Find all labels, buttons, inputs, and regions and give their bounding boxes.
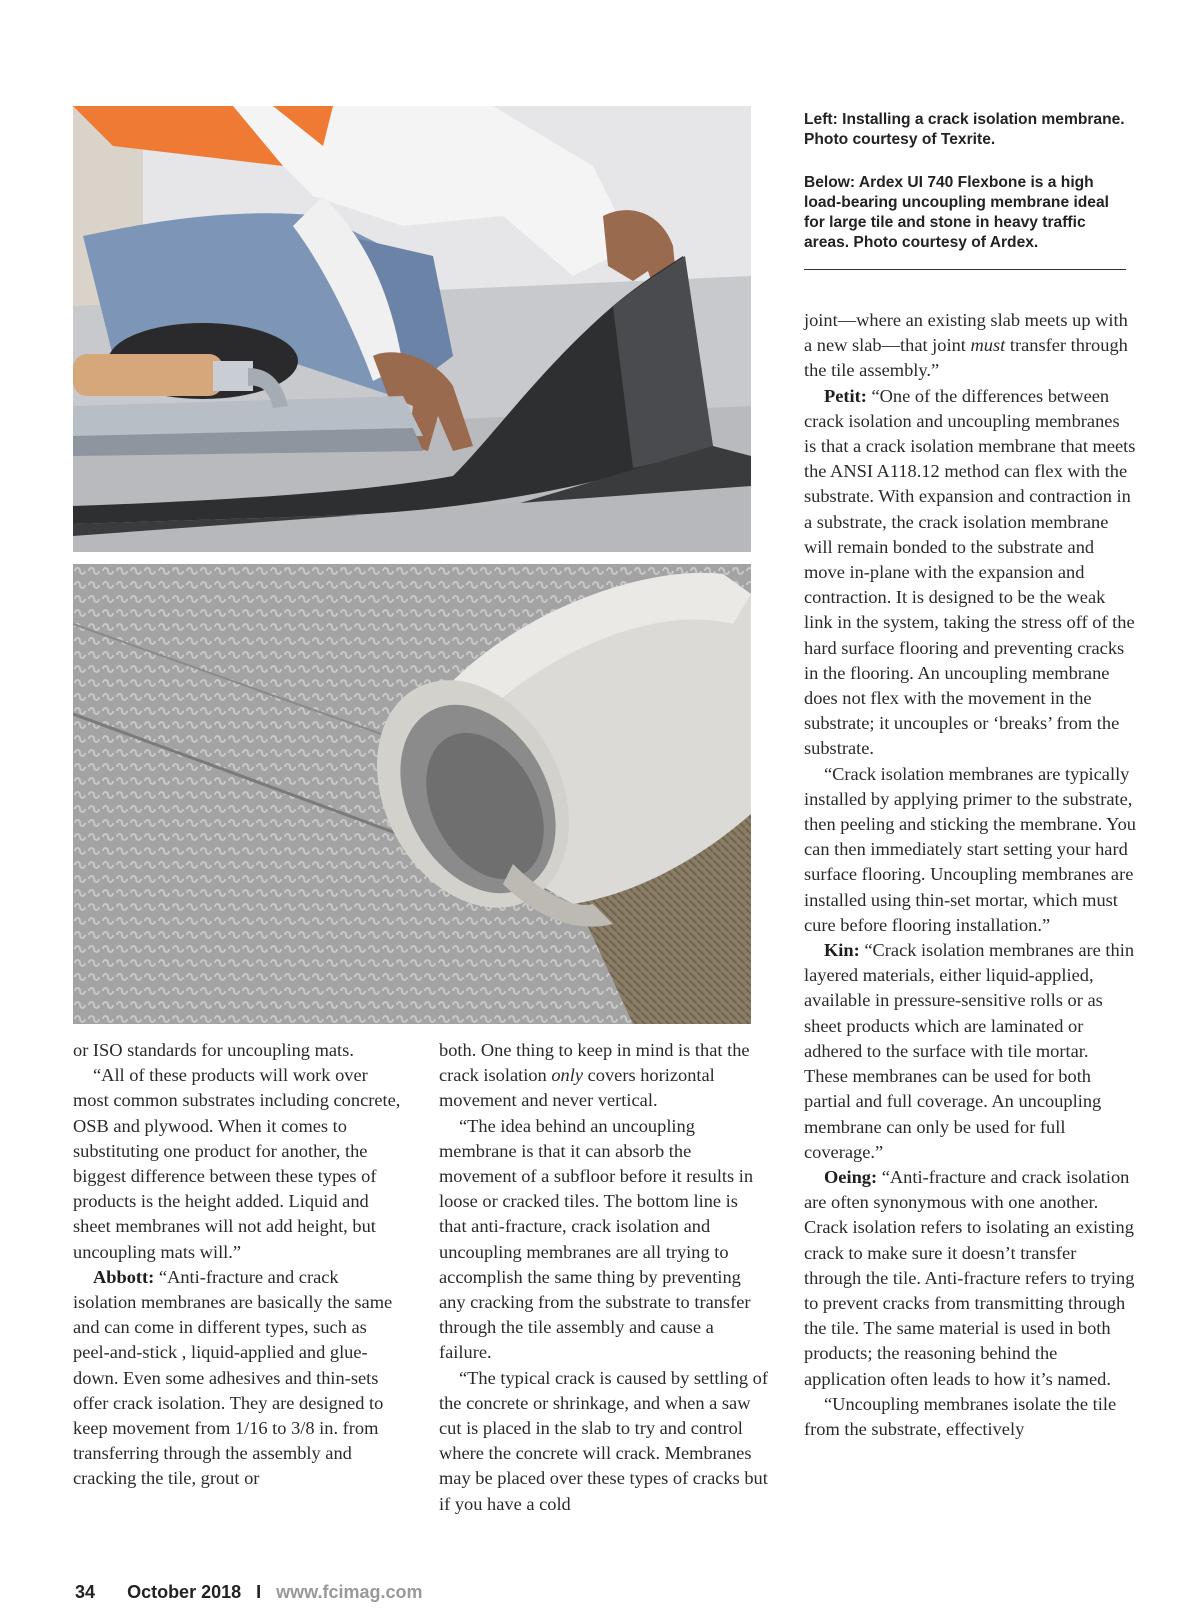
- paragraph: or ISO standards for uncoupling mats.: [73, 1040, 354, 1060]
- speaker-name: Abbott:: [93, 1266, 155, 1287]
- paragraph-text: joint—where an existing slab meets up with a new slab—that joint: [804, 310, 1128, 356]
- uncoupling-membrane-roll-photo: [73, 564, 751, 1024]
- paragraph: [804, 1165, 1136, 1392]
- paragraph: [804, 938, 1136, 1165]
- paragraph-text: transfer through the tile assembly.”: [804, 335, 1128, 381]
- speaker-name: Kin:: [824, 940, 860, 961]
- paragraph: [804, 384, 1136, 762]
- speaker-name: Petit:: [824, 385, 867, 406]
- paragraph: [73, 1265, 403, 1492]
- paragraph: “The typical crack is caused by settling of the concrete or shrinkage, and when a saw cut is placed in the slab to try and control where the concrete will crack. Membranes may be placed over these types of cracks but if you have a cold: [439, 1367, 768, 1514]
- paragraph-text: “Crack isolation membranes are thin layered materials, either liquid-applied, available in pressure-sensitive rolls or as sheet products which are laminated or adhered to the surface with tile mortar. These membranes can be used for both partial and full coverage. An uncoupling membrane can only be used for full coverage.”: [804, 940, 1135, 1162]
- uncoupling-membrane-roll-illustration: [73, 564, 751, 1024]
- caption-left-photo: Left: Installing a crack isolation membrane. Photo courtesy of Texrite.: [804, 111, 1125, 148]
- paragraph: “Crack isolation membranes are typically installed by applying primer to the substrate, then peeling and sticking the membrane. You can then immediately start setting your hard surface flooring. Uncoupling membranes are installed using thin-set mortar, which must cure before flooring installation.”: [804, 763, 1136, 935]
- paragraph: “Uncoupling membranes isolate the tile from the substrate, effectively: [804, 1393, 1117, 1439]
- paragraph-text: covers horizontal movement and never vertical.: [439, 1065, 715, 1111]
- paragraph-text: “Anti-fracture and crack isolation are often synonymous with one another. Crack isolation refers to isolating an existing crack to make sure it doesn’t transfer through the tile. Anti-fracture refers to trying to prevent cracks from transmitting through the tile. The same material is used in both products; the reasoning behind the application often leads to how it’s named.: [804, 1166, 1135, 1389]
- emphasis-text: only: [551, 1065, 584, 1086]
- paragraph: “All of these products will work over most common substrates including concrete, OSB and plywood. When it comes to substituting one product for another, the biggest difference between these types of products is the height added. Liquid and sheet membranes will not add height, but uncoupling mats will.”: [73, 1065, 401, 1262]
- paragraph-text: “One of the differences between crack isolation and uncoupling membranes is that a crack isolation membrane that meets the ANSI A118.12 method can flex with the substrate. With expansion and contraction in a substrate, the crack isolation membrane will remain bonded to the substrate and move in-plane with the expansion and contraction. It is designed to be the weak link in the system, taking the stress off of the hard surface flooring and preventing cracks in the flooring. An uncoupling membrane does not flex with the movement in the substrate; it uncouples or ‘breaks’ from the substrate.: [804, 385, 1136, 759]
- page-footer: [75, 1582, 423, 1603]
- emphasis-text: must: [970, 335, 1006, 356]
- caption-divider: [804, 269, 1126, 270]
- crack-isolation-install-photo: [73, 106, 751, 552]
- article-column-2: [439, 1038, 769, 1517]
- paragraph: [804, 308, 1136, 384]
- footer-separator: I: [256, 1582, 262, 1602]
- article-column-1: [73, 1038, 403, 1492]
- page-number: 34: [75, 1582, 96, 1602]
- speaker-name: Oeing:: [824, 1166, 878, 1187]
- article-column-3: [804, 308, 1136, 1442]
- crack-isolation-install-illustration: [73, 106, 751, 552]
- issue-date: October 2018: [127, 1582, 242, 1602]
- caption-below-photo: Below: Ardex UI 740 Flexbone is a high load-bearing uncoupling membrane ideal for large tile and stone in heavy traffic areas. Photo courtesy of Ardex.: [804, 174, 1109, 251]
- paragraph-text: both. One thing to keep in mind is that the crack isolation: [439, 1040, 750, 1086]
- website-url[interactable]: www.fcimag.com: [276, 1582, 423, 1602]
- paragraph: [439, 1038, 769, 1114]
- paragraph: “The idea behind an uncoupling membrane is that it can absorb the movement of a subfloor before it results in loose or cracked tiles. The bottom line is that anti-fracture, crack isolation and uncoupling membranes are all trying to accomplish the same thing by preventing any cracking from the substrate to transfer through the tile assembly and cause a failure.: [439, 1115, 754, 1363]
- paragraph-text: “Anti-fracture and crack isolation membranes are basically the same and can come in different types, such as peel-and-stick , liquid-applied and glue-down. Even some adhesives and thin-sets offer crack isolation. They are designed to keep movement from 1/16 to 3/8 in. from transferring through the assembly and cracking the tile, grout or: [73, 1266, 393, 1489]
